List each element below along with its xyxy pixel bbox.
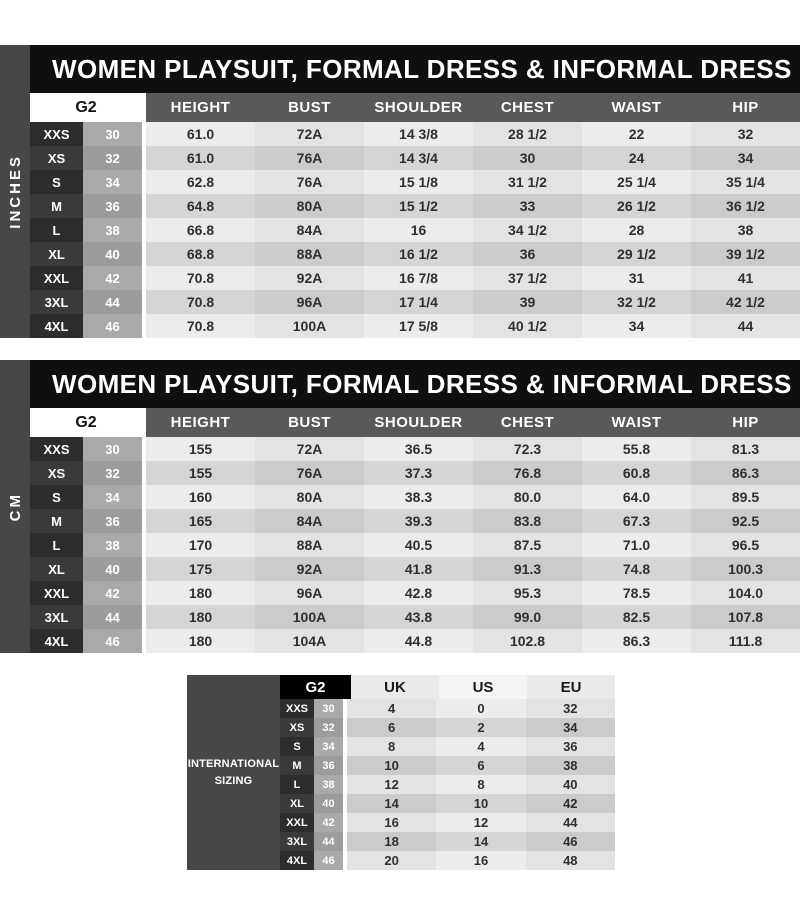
size-label-cell: XXL	[280, 813, 314, 832]
value-cell: 64.8	[146, 194, 255, 218]
value-cell: 36.5	[364, 437, 473, 461]
column-header-waist: WAIST	[582, 408, 691, 437]
size-label-cell: XS	[30, 146, 83, 170]
value-cell: 8	[347, 737, 436, 756]
value-cell: 17 5/8	[364, 314, 473, 338]
value-cell: 72A	[255, 122, 364, 146]
value-cell: 104.0	[691, 581, 800, 605]
value-cell: 36	[473, 242, 582, 266]
column-header-chest: CHEST	[473, 93, 582, 122]
size-label-cell: XL	[280, 794, 314, 813]
value-cell: 44	[526, 813, 615, 832]
size-number-cell: 34	[314, 737, 347, 756]
value-cell: 96.5	[691, 533, 800, 557]
value-cell: 100.3	[691, 557, 800, 581]
size-label-cell: S	[30, 485, 83, 509]
size-label-cell: 3XL	[30, 290, 83, 314]
value-cell: 155	[146, 461, 255, 485]
value-cell: 91.3	[473, 557, 582, 581]
cm-table-body	[30, 360, 800, 653]
unit-rail-inches	[0, 45, 30, 338]
value-cell: 28 1/2	[473, 122, 582, 146]
column-header-uk: UK	[351, 675, 439, 699]
inches-table-body	[30, 45, 800, 338]
inches-size-table	[0, 45, 800, 338]
size-number-cell: 34	[83, 485, 146, 509]
value-cell: 72A	[255, 437, 364, 461]
value-cell: 72.3	[473, 437, 582, 461]
table-row-3xl	[280, 832, 615, 851]
value-cell: 48	[526, 851, 615, 870]
value-cell: 34	[582, 314, 691, 338]
header-row	[30, 93, 800, 122]
value-cell: 86.3	[691, 461, 800, 485]
value-cell: 28	[582, 218, 691, 242]
value-cell: 55.8	[582, 437, 691, 461]
table-row-xs	[30, 461, 800, 485]
table-row-xxs	[30, 437, 800, 461]
table-row-3xl	[30, 290, 800, 314]
table-row-xxl	[30, 266, 800, 290]
value-cell: 70.8	[146, 290, 255, 314]
value-cell: 38	[691, 218, 800, 242]
value-cell: 61.0	[146, 146, 255, 170]
size-number-cell: 36	[314, 756, 347, 775]
value-cell: 70.8	[146, 314, 255, 338]
value-cell: 41	[691, 266, 800, 290]
table-row-m	[30, 509, 800, 533]
size-number-cell: 44	[314, 832, 347, 851]
value-cell: 38	[526, 756, 615, 775]
table-row-l	[30, 218, 800, 242]
value-cell: 175	[146, 557, 255, 581]
size-number-cell: 42	[83, 266, 146, 290]
value-cell: 87.5	[473, 533, 582, 557]
size-number-cell: 32	[83, 146, 146, 170]
size-number-cell: 34	[83, 170, 146, 194]
value-cell: 31	[582, 266, 691, 290]
value-cell: 20	[347, 851, 436, 870]
table-row-3xl	[30, 605, 800, 629]
size-label-cell: M	[30, 509, 83, 533]
value-cell: 71.0	[582, 533, 691, 557]
value-cell: 76A	[255, 461, 364, 485]
table-row-l	[30, 533, 800, 557]
value-cell: 89.5	[691, 485, 800, 509]
value-cell: 14 3/4	[364, 146, 473, 170]
value-cell: 180	[146, 581, 255, 605]
table-title-cm: WOMEN PLAYSUIT, FORMAL DRESS & INFORMAL DRESS	[30, 360, 800, 408]
table-row-xl	[30, 557, 800, 581]
value-cell: 62.8	[146, 170, 255, 194]
value-cell: 95.3	[473, 581, 582, 605]
table-row-4xl	[30, 314, 800, 338]
table-row-4xl	[30, 629, 800, 653]
value-cell: 34	[691, 146, 800, 170]
value-cell: 80.0	[473, 485, 582, 509]
value-cell: 40	[526, 775, 615, 794]
size-label-cell: L	[30, 218, 83, 242]
value-cell: 34	[526, 718, 615, 737]
value-cell: 16	[364, 218, 473, 242]
table-row-xxl	[280, 813, 615, 832]
g2-corner-label: G2	[280, 675, 351, 699]
value-cell: 180	[146, 629, 255, 653]
size-label-cell: S	[280, 737, 314, 756]
value-cell: 80A	[255, 485, 364, 509]
table-title-inches: WOMEN PLAYSUIT, FORMAL DRESS & INFORMAL DRESS	[30, 45, 800, 93]
value-cell: 42.8	[364, 581, 473, 605]
column-header-height: HEIGHT	[146, 408, 255, 437]
size-label-cell: 4XL	[280, 851, 314, 870]
column-header-chest: CHEST	[473, 408, 582, 437]
size-label-cell: XS	[30, 461, 83, 485]
unit-rail-cm	[0, 360, 30, 653]
unit-label-cm: CM	[6, 491, 24, 522]
table-row-l	[280, 775, 615, 794]
header-row	[30, 408, 800, 437]
value-cell: 43.8	[364, 605, 473, 629]
size-number-cell: 46	[83, 629, 146, 653]
value-cell: 0	[436, 699, 525, 718]
value-cell: 165	[146, 509, 255, 533]
unit-label-inches: INCHES	[6, 154, 24, 229]
value-cell: 81.3	[691, 437, 800, 461]
value-cell: 60.8	[582, 461, 691, 485]
value-cell: 39.3	[364, 509, 473, 533]
size-number-cell: 36	[83, 194, 146, 218]
table-row-s	[280, 737, 615, 756]
value-cell: 92A	[255, 557, 364, 581]
size-label-cell: M	[280, 756, 314, 775]
value-cell: 96A	[255, 290, 364, 314]
value-cell: 40 1/2	[473, 314, 582, 338]
size-number-cell: 44	[83, 290, 146, 314]
value-cell: 2	[436, 718, 525, 737]
size-number-cell: 42	[314, 813, 347, 832]
header-row	[280, 675, 615, 699]
size-number-cell: 32	[314, 718, 347, 737]
value-cell: 36 1/2	[691, 194, 800, 218]
table-row-xl	[30, 242, 800, 266]
value-cell: 39 1/2	[691, 242, 800, 266]
value-cell: 76.8	[473, 461, 582, 485]
value-cell: 12	[436, 813, 525, 832]
g2-corner-label: G2	[30, 93, 146, 122]
value-cell: 102.8	[473, 629, 582, 653]
value-cell: 14 3/8	[364, 122, 473, 146]
value-cell: 92A	[255, 266, 364, 290]
value-cell: 29 1/2	[582, 242, 691, 266]
size-label-cell: L	[280, 775, 314, 794]
value-cell: 17 1/4	[364, 290, 473, 314]
value-cell: 80A	[255, 194, 364, 218]
value-cell: 111.8	[691, 629, 800, 653]
value-cell: 18	[347, 832, 436, 851]
table-row-xxl	[30, 581, 800, 605]
size-label-cell: L	[30, 533, 83, 557]
size-number-cell: 40	[83, 242, 146, 266]
value-cell: 46	[526, 832, 615, 851]
column-header-us: US	[439, 675, 527, 699]
value-cell: 33	[473, 194, 582, 218]
value-cell: 41.8	[364, 557, 473, 581]
value-cell: 25 1/4	[582, 170, 691, 194]
size-number-cell: 40	[314, 794, 347, 813]
international-label-line1: INTERNATIONAL	[187, 758, 280, 770]
table-row-xxs	[280, 699, 615, 718]
value-cell: 76A	[255, 146, 364, 170]
column-header-eu: EU	[527, 675, 615, 699]
value-cell: 44.8	[364, 629, 473, 653]
value-cell: 88A	[255, 533, 364, 557]
value-cell: 37 1/2	[473, 266, 582, 290]
value-cell: 74.8	[582, 557, 691, 581]
value-cell: 83.8	[473, 509, 582, 533]
value-cell: 15 1/2	[364, 194, 473, 218]
value-cell: 66.8	[146, 218, 255, 242]
value-cell: 170	[146, 533, 255, 557]
table-row-4xl	[280, 851, 615, 870]
value-cell: 40.5	[364, 533, 473, 557]
size-label-cell: XXS	[280, 699, 314, 718]
value-cell: 12	[347, 775, 436, 794]
value-cell: 4	[436, 737, 525, 756]
value-cell: 38.3	[364, 485, 473, 509]
size-number-cell: 30	[314, 699, 347, 718]
g2-corner-label: G2	[30, 408, 146, 437]
value-cell: 44	[691, 314, 800, 338]
value-cell: 99.0	[473, 605, 582, 629]
value-cell: 24	[582, 146, 691, 170]
value-cell: 84A	[255, 218, 364, 242]
size-label-cell: S	[30, 170, 83, 194]
size-number-cell: 30	[83, 437, 146, 461]
size-label-cell: XXL	[30, 266, 83, 290]
value-cell: 100A	[255, 605, 364, 629]
size-number-cell: 32	[83, 461, 146, 485]
value-cell: 14	[436, 832, 525, 851]
value-cell: 10	[347, 756, 436, 775]
value-cell: 8	[436, 775, 525, 794]
value-cell: 36	[526, 737, 615, 756]
value-cell: 84A	[255, 509, 364, 533]
size-label-cell: XXS	[30, 437, 83, 461]
value-cell: 10	[436, 794, 525, 813]
table-row-m	[280, 756, 615, 775]
international-sizing-label	[187, 675, 280, 870]
value-cell: 16 7/8	[364, 266, 473, 290]
size-number-cell: 40	[83, 557, 146, 581]
size-number-cell: 38	[314, 775, 347, 794]
value-cell: 16	[436, 851, 525, 870]
table-row-m	[30, 194, 800, 218]
table-row-s	[30, 485, 800, 509]
size-label-cell: 4XL	[30, 629, 83, 653]
value-cell: 14	[347, 794, 436, 813]
column-header-bust: BUST	[255, 408, 364, 437]
value-cell: 42	[526, 794, 615, 813]
value-cell: 39	[473, 290, 582, 314]
value-cell: 70.8	[146, 266, 255, 290]
value-cell: 67.3	[582, 509, 691, 533]
value-cell: 88A	[255, 242, 364, 266]
table-row-xs	[30, 146, 800, 170]
size-number-cell: 42	[83, 581, 146, 605]
value-cell: 78.5	[582, 581, 691, 605]
international-table-body	[280, 675, 615, 870]
size-label-cell: XL	[30, 557, 83, 581]
table-row-xxs	[30, 122, 800, 146]
column-header-bust: BUST	[255, 93, 364, 122]
size-label-cell: XXL	[30, 581, 83, 605]
value-cell: 64.0	[582, 485, 691, 509]
value-cell: 68.8	[146, 242, 255, 266]
international-label-line2: SIZING	[214, 774, 253, 787]
column-header-hip: HIP	[691, 93, 800, 122]
value-cell: 76A	[255, 170, 364, 194]
value-cell: 61.0	[146, 122, 255, 146]
value-cell: 32	[526, 699, 615, 718]
value-cell: 16 1/2	[364, 242, 473, 266]
value-cell: 92.5	[691, 509, 800, 533]
size-number-cell: 46	[83, 314, 146, 338]
size-number-cell: 46	[314, 851, 347, 870]
value-cell: 96A	[255, 581, 364, 605]
value-cell: 22	[582, 122, 691, 146]
value-cell: 155	[146, 437, 255, 461]
column-header-shoulder: SHOULDER	[364, 408, 473, 437]
value-cell: 34 1/2	[473, 218, 582, 242]
size-label-cell: XL	[30, 242, 83, 266]
value-cell: 6	[436, 756, 525, 775]
value-cell: 42 1/2	[691, 290, 800, 314]
size-number-cell: 38	[83, 533, 146, 557]
table-row-xs	[280, 718, 615, 737]
value-cell: 4	[347, 699, 436, 718]
value-cell: 180	[146, 605, 255, 629]
size-label-cell: XS	[280, 718, 314, 737]
international-sizing-table	[187, 675, 615, 870]
size-number-cell: 30	[83, 122, 146, 146]
value-cell: 15 1/8	[364, 170, 473, 194]
size-number-cell: 38	[83, 218, 146, 242]
value-cell: 6	[347, 718, 436, 737]
size-label-cell: 3XL	[280, 832, 314, 851]
size-label-cell: XXS	[30, 122, 83, 146]
value-cell: 32	[691, 122, 800, 146]
table-row-xl	[280, 794, 615, 813]
size-number-cell: 36	[83, 509, 146, 533]
size-label-cell: M	[30, 194, 83, 218]
value-cell: 30	[473, 146, 582, 170]
value-cell: 32 1/2	[582, 290, 691, 314]
size-number-cell: 44	[83, 605, 146, 629]
value-cell: 160	[146, 485, 255, 509]
value-cell: 16	[347, 813, 436, 832]
column-header-shoulder: SHOULDER	[364, 93, 473, 122]
value-cell: 100A	[255, 314, 364, 338]
value-cell: 26 1/2	[582, 194, 691, 218]
column-header-hip: HIP	[691, 408, 800, 437]
value-cell: 31 1/2	[473, 170, 582, 194]
size-label-cell: 4XL	[30, 314, 83, 338]
size-label-cell: 3XL	[30, 605, 83, 629]
value-cell: 104A	[255, 629, 364, 653]
value-cell: 86.3	[582, 629, 691, 653]
value-cell: 107.8	[691, 605, 800, 629]
column-header-waist: WAIST	[582, 93, 691, 122]
table-row-s	[30, 170, 800, 194]
cm-size-table	[0, 360, 800, 653]
value-cell: 37.3	[364, 461, 473, 485]
value-cell: 82.5	[582, 605, 691, 629]
column-header-height: HEIGHT	[146, 93, 255, 122]
value-cell: 35 1/4	[691, 170, 800, 194]
